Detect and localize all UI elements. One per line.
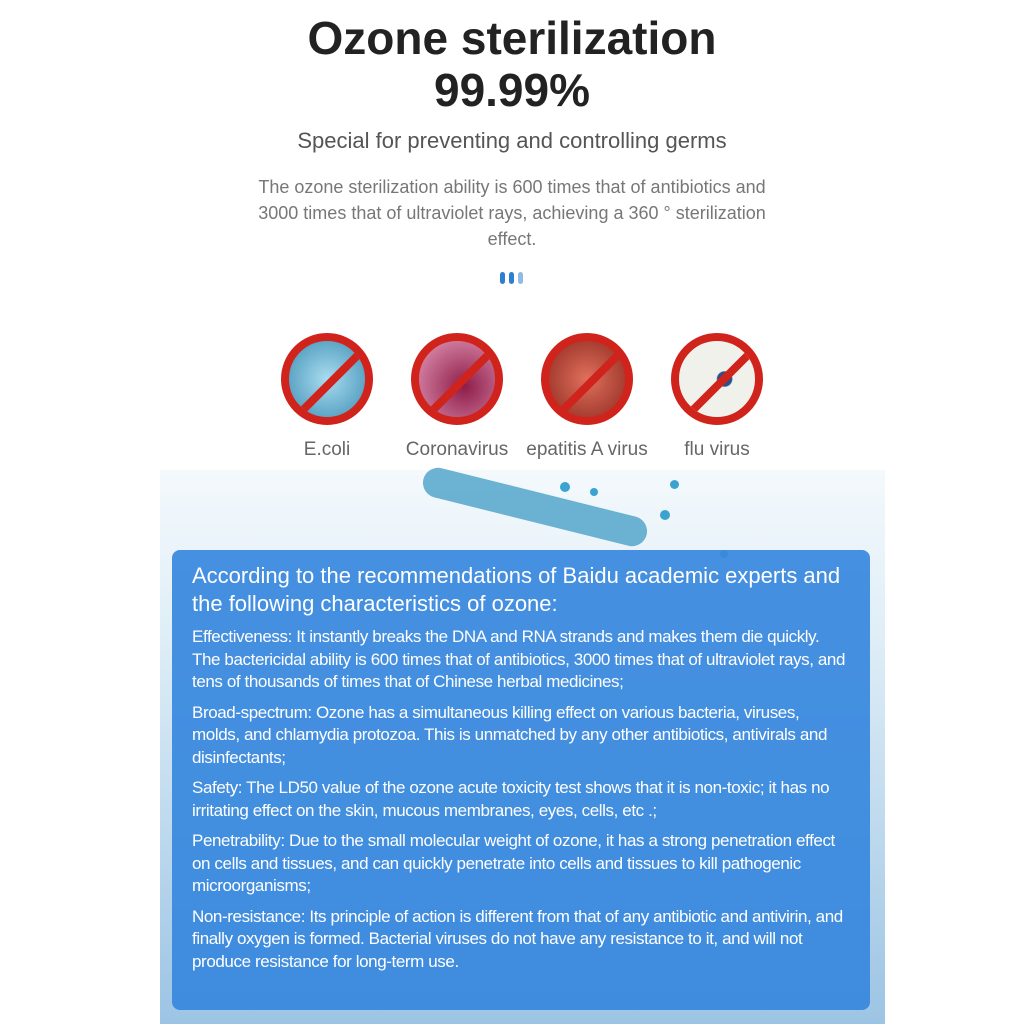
subtitle: Special for preventing and controlling germs [297,128,727,153]
title-percentage: 99.99% [433,64,590,116]
germ-icons [262,333,782,461]
paragraph-non-resistance: Non-resistance: Its principle of action is different from that of any antibiotic and antivirin, and finally oxygen is formed. Bacterial viruses do not have any resistance to it, and will not produce resistance for long-term use. [192,906,843,971]
paragraph-penetrability: Penetrability: Due to the small molecular weight of ozone, it has a strong penetration effect on cells and tissues, and can quickly penetrate into cells and tissues to kill pathogenic microorganisms; [192,831,835,895]
no-coronavirus-icon [411,333,503,425]
no-flu-virus-icon [671,333,763,425]
germ-label: epatitis A virus [526,439,648,460]
germ-item [522,333,652,461]
germ-item [392,333,522,461]
germ-item [652,333,782,461]
paragraph-safety: Safety: The LD50 value of the ozone acute toxicity test shows that it is non-toxic; it has no irritating effect on the skin, mucous membranes, eyes, cells, etc .; [192,778,830,820]
separator-dots-icon [500,272,523,284]
no-ecoli-icon [281,333,373,425]
germ-label: Coronavirus [405,439,509,460]
description: The ozone sterilization ability is 600 times that of antibiotics and 3000 times that of ultraviolet rays, achieving a 360 ° sterilization effect. [258,177,766,249]
germ-label: E.coli [303,439,351,460]
germ-item [262,333,392,461]
paragraph-broad-spectrum: Broad-spectrum: Ozone has a simultaneous killing effect on various bacteria, viruses, molds, and chlamydia protozoa. This is unmatched by any other antibiotics, antivirals and disinfectants; [192,702,827,767]
germ-label: flu virus [684,439,750,460]
no-hepatitis-icon [541,333,633,425]
paragraph-effectiveness: Effectiveness: It instantly breaks the DNA and RNA strands and makes them die quickly. The bactericidal ability is 600 times that of antibiotics, 3000 times that of ultraviolet rays, and tens of thousands of times that of Chinese herbal medicines; [192,627,846,691]
panel-heading: According to the recommendations of Baidu academic experts and the following characteristics of ozone: [192,563,841,616]
page-title [0,12,1024,116]
ozone-characteristics-panel [172,550,870,1010]
title-line: Ozone sterilization [307,12,717,64]
